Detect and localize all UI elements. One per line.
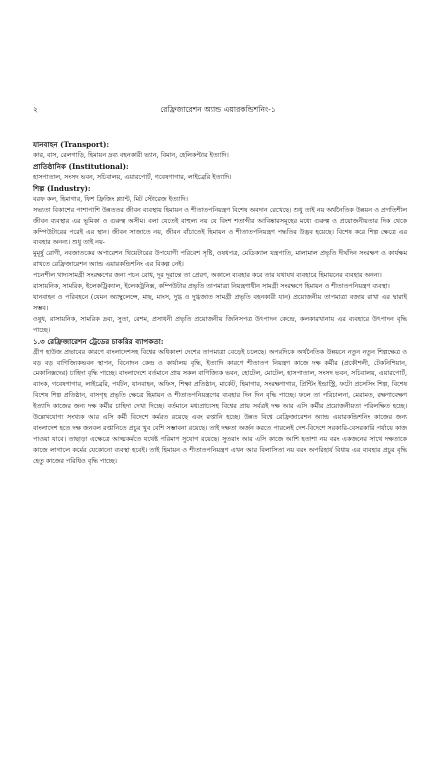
page-body — [33, 139, 407, 467]
page-header — [33, 105, 403, 115]
industry-paragraph: সভ্যতা বিকাশের পাশাপাশি উন্নততর জীবন ব্যবস্থায় হিমায়ন ও শীতাতপনিয়ন্ত্রণ বিশেষ অবদান রেখেছে। শুধু তাই নয় অর্থনৈতিক উন্নয়ন ও প্রগতিশীল জীবন ব্যবস্থার এর ভূমিকা ও গুরুত্ব অসীম। বলা যেতেই বাহুল্য নয় যে বিংশ শতাব্দীর আবিষ্কারসমূহের মধ্যে গুরুত্ব ও প্রয়োজনীয়তার দিক থেকে কম্পিউটারের পরেই এর স্থান। জীবন সাজাতে নয়, জীবন বাঁচাতেই হিমায়ন ও শীতাতপনিয়ন্ত্রণ পদ্ধতির উদ্ভব হয়েছে। বিশেষ করে শিল্প ক্ষেত্রে এর ব্যবহার অনন্য। শুধু তাই নয়- — [33, 205, 407, 247]
transport-heading: যানবাহন (Transport): — [33, 140, 110, 149]
industry-heading: শিল্প (Industry): — [33, 183, 91, 193]
industry-paragraph: পচনশীল খাদ্যসামগ্রী সংরক্ষণের জন্য পচন রোধ, দূর দূরান্তে তা প্রেরণ, অকালে ব্যবহার করে তার যথাযথ ব্যবহারে হিমায়নের ব্যবহার অনন্য। — [33, 271, 382, 280]
transport-text: কার, বাস, রেলগাড়ি, হিমায়ন দ্রব্য বহনকারী ভ্যান, বিমান, হেলিকপ্টার ইত্যাদি। — [33, 151, 229, 159]
industry-paragraph: যানবাহন ও পরিবহনে (যেমন অ্যাম্বুলেন্সে, মাছ, মাংস, দুগ্ধ ও দুগ্ধজাত সামগ্রী প্রভৃতি বহনকারী যান) প্রয়োজনীয় তাপমাত্রা বজায় রাখা এর দ্বারাই সম্ভব। — [33, 292, 407, 312]
institutional-heading: প্রাতিষ্ঠানিক (Institutional): — [33, 161, 129, 171]
industry-paragraph: মুমূর্ষু রোগী, নবজাতকের অপারেশন থিয়েটারের উপযোগী পরিবেশ সৃষ্টি, ওষধপত্র, মেডিক্যাল যন্ত্রপাতি, মালামাল প্রভৃতি দীর্ঘদিন সংরক্ষণ ও কার্যক্ষম রাখতে রেফ্রিজারেশন অ্যান্ড এয়ারকন্ডিশনিং এর বিকল্প নেই। — [33, 249, 407, 269]
industry-paragraph: রাসায়নিক, সামরিক, ইলেকট্রিক্যাল, ইলেকট্রনিক্স, কম্পিউটার প্রভৃতি তাপমাত্রা নিয়ন্ত্রণাধীন সামগ্রী সংরক্ষণে হিমায়ন ও শীতাতপনিয়ন্ত্রণ ব্যবস্থা। — [33, 282, 390, 291]
scope-heading: ১.৩ রেফ্রিজারেশন ট্রেডের চাকরির ব্যাপকতা: — [33, 336, 164, 346]
industry-paragraph: ওষুধ, রাসায়নিক, সামরিক দ্রব্য, সুতা, রেশম, প্রসাধনী প্রভৃতি প্রয়োজনীয় জিনিসপত্র উৎপাদন কেন্দ্রে, কলকারখানায় এর ব্যবহারে উৎপাদন বৃদ্ধি পাচ্ছে। — [33, 314, 407, 334]
industry-paragraph: বরফ কল, হিমাগার, ফিশ ফ্রিজিং প্ল্যান্ট, মিট স্টোরেজ ইত্যাদি। — [33, 194, 188, 203]
running-title: রেফ্রিজারেশন অ্যান্ড এয়ারকন্ডিশনিং-১ — [160, 105, 276, 114]
scope-paragraph: গ্রীণ হাউজ প্রভাবের কারণে বাংলাদেশসহ বিশ্বের অধিকাংশ দেশের তাপমাত্রা বেড়েই চলেছে। অপরদিকে অর্থনৈতিক উন্নয়নে নতুন নতুন শিল্পক্ষেত্র ও বড় বড় বাণিজ্যিকভবন স্থাপন, বিনোদন কেন্দ্র ও কার্যালয় বৃদ্ধি, ইত্যাদি কারণে শীতাতপ নিয়ন্ত্রণ কাজে দক্ষ কর্মীর (প্রকৌশলী, টেকনিশিয়ান, মেকানিক্সদের) চাহিদা বৃদ্ধি পাচ্ছে। বাংলাদেশে বর্তমানে প্রায় সকল বাণিজ্যিক ভবন, হোটেল, মোটেল, হাসপাতাল, সংসদ ভবন, সচিবালয়, এয়ারপোর্ট, ব্যাংক, গবেষণাগার, লাইব্রেরি, পর্যটন, যানবাহন, অফিস, শিক্ষা প্রতিষ্ঠান, মার্কেট, হিমাগার, সংরক্ষণাগার, প্রিন্টিং ইন্ডাস্ট্রি, ফটো প্রসেসিং শিল্প, বিশেষ বিশেষ শিল্প প্রতিষ্ঠান, বাসগৃহ প্রভৃতি ক্ষেত্রে হিমায়ন ও শীতাতপনিয়ন্ত্রণের ব্যবহার দিন দিন বৃদ্ধি পাচ্ছে। ফলে তা পরিচালনা, মেরামত, রক্ষণাবেক্ষণ ইত্যাদি কাজের জন্য দক্ষ কর্মীর চাহিদা দেখা দিচ্ছে। বর্তমানে মধ্যপ্রাচ্যসহ বিশ্বের প্রায় সর্বত্রই দক্ষ আর এসি কর্মীর প্রয়োজনীয়তা পরিলক্ষিত হচ্ছে। উল্লেখযোগ্য সংখ্যক আর এসি কর্মী বিদেশে কর্মরত রয়েছে এবং রপ্তানি হচ্ছে। উন্নত বিশ্বে রেফ্রিজারেশন অ্যান্ড এয়ারকন্ডিশনিং কাজের জন্য বাংলাদেশ হতে দক্ষ জনবল রপ্তানিতে প্রচুর খুব বেশি সম্ভাবনা রয়েছে। তাই দক্ষতা অর্জন করতে পারলেই দেশ-বিদেশে সরকারি-বেসরকারি পর্যায়ে কাজ পাওয়া যাবে। তাছাড়া এক্ষেত্রে আত্মকর্মতে যথেষ্ট পরিমাণ সুযোগ রয়েছে। সুতরাং আর এসি কাজে আশি হতাশা নয় বরং একজনের সাথে দক্ষতাকে কাজে লাগালে কর্মের যেকোনো ব্যবস্থা হবেই। তাই হিমায়ন ও শীতাতপনিয়ন্ত্রণ এখন আর বিলাসিতা নয় বরং অপরিহার্য বিধায় এর ব্যবহার প্রচুর বৃদ্ধি হেতু কাজের পরিধিও বৃদ্ধি পাচ্ছে। — [33, 347, 407, 465]
institutional-text: হাসপাতাল, সংসদ ভবন, সচিবালয়, এয়ারপোর্ট, গবেষণাগার, লাইব্রেরি ইত্যাদি। — [33, 172, 232, 181]
page-number: ২ — [33, 105, 38, 114]
